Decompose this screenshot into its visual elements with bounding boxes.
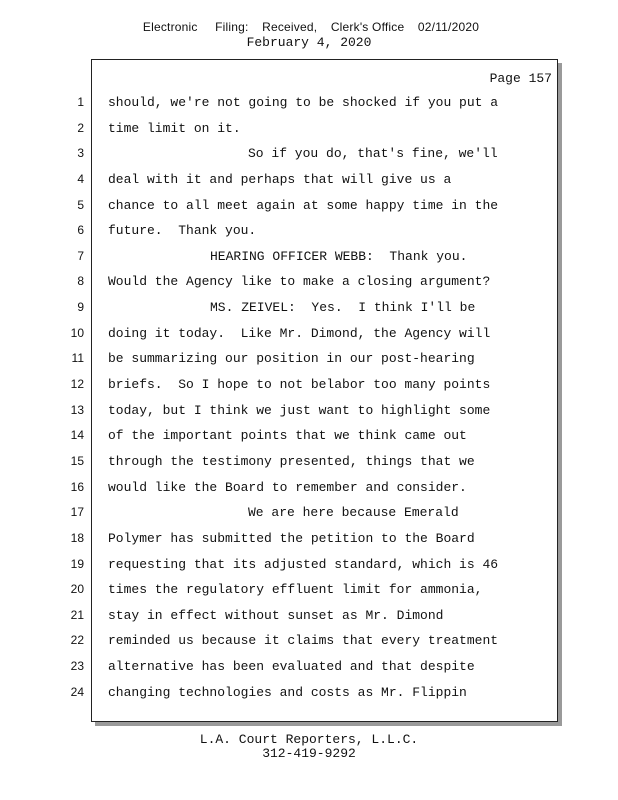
filing-stamp-date: 02/11/2020 — [417, 20, 480, 34]
line-number: 23 — [70, 659, 84, 674]
line-number: 13 — [70, 402, 84, 417]
line-text: So if you do, that's fine, we'll — [248, 146, 498, 162]
transcript-line — [0, 295, 618, 321]
transcript-line — [0, 218, 618, 244]
court-reporter-name: L.A. Court Reporters, L.L.C. — [199, 732, 419, 747]
transcript-line — [0, 193, 618, 219]
line-text: We are here because Emerald — [248, 505, 459, 521]
transcript-line — [0, 269, 618, 295]
page-footer — [0, 733, 618, 761]
line-text: briefs. So I hope to not belabor too many points — [108, 377, 491, 393]
transcript-lines — [0, 90, 618, 705]
line-number: 2 — [77, 120, 84, 135]
line-number: 18 — [70, 530, 84, 545]
line-number: 4 — [77, 171, 84, 186]
transcript-line — [0, 577, 618, 603]
line-text: Would the Agency like to make a closing argument? — [108, 274, 491, 290]
transcript-line — [0, 552, 618, 578]
line-number: 12 — [70, 377, 84, 392]
filing-stamp-system: Electronic — [142, 20, 198, 34]
line-text: reminded us because it claims that every treatment — [108, 633, 499, 649]
transcript-line — [0, 603, 618, 629]
line-number: 21 — [70, 607, 84, 622]
line-text: time limit on it. — [108, 120, 241, 136]
transcript-line — [0, 321, 618, 347]
line-text: today, but I think we just want to highlight some — [108, 402, 491, 418]
line-number: 17 — [70, 505, 84, 520]
transcript-line — [0, 372, 618, 398]
line-text: Polymer has submitted the petition to the Board — [108, 530, 475, 546]
transcript-line — [0, 654, 618, 680]
line-text: doing it today. Like Mr. Dimond, the Agency will — [108, 325, 491, 341]
filing-stamp — [0, 20, 618, 34]
line-text: MS. ZEIVEL: Yes. I think I'll be — [210, 300, 476, 316]
line-number: 24 — [70, 684, 84, 699]
line-text: through the testimony presented, things that we — [108, 453, 475, 469]
line-number: 7 — [77, 248, 84, 263]
line-text: of the important points that we think came out — [108, 428, 467, 444]
transcript-line — [0, 475, 618, 501]
line-number: 6 — [77, 223, 84, 238]
transcript-line — [0, 526, 618, 552]
transcript-line — [0, 423, 618, 449]
filing-stamp-received: Received, — [262, 20, 318, 34]
line-number: 9 — [77, 300, 84, 315]
line-number: 22 — [70, 633, 84, 648]
line-number: 14 — [70, 428, 84, 443]
transcript-line — [0, 244, 618, 270]
transcript-line — [0, 141, 618, 167]
transcript-line — [0, 346, 618, 372]
line-number: 8 — [77, 274, 84, 289]
line-number: 10 — [70, 325, 84, 340]
line-text: chance to all meet again at some happy time in the — [108, 197, 499, 213]
transcript-line — [0, 167, 618, 193]
transcript-line — [0, 116, 618, 142]
line-text: future. Thank you. — [108, 223, 257, 239]
line-number: 15 — [70, 453, 84, 468]
line-number: 20 — [70, 582, 84, 597]
transcript-line — [0, 449, 618, 475]
transcript-line — [0, 90, 618, 116]
line-number: 19 — [70, 556, 84, 571]
line-number: 1 — [77, 95, 84, 109]
transcript-line — [0, 628, 618, 654]
line-text: be summarizing our position in our post-hearing — [108, 351, 475, 367]
transcript-line — [0, 500, 618, 526]
transcript-line — [0, 398, 618, 424]
filing-stamp-office: Clerk's Office — [330, 20, 405, 34]
transcript-line — [0, 680, 618, 706]
court-reporter-phone: 312-419-9292 — [262, 746, 356, 761]
filing-stamp-filing: Filing: — [215, 20, 249, 34]
line-text: changing technologies and costs as Mr. Flippin — [108, 684, 467, 700]
line-number: 3 — [77, 146, 84, 161]
page-number: Page 157 — [489, 71, 552, 86]
line-text: alternative has been evaluated and that despite — [108, 659, 475, 675]
line-number: 11 — [71, 351, 84, 366]
hearing-date: February 4, 2020 — [246, 35, 372, 50]
line-text: deal with it and perhaps that will give us a — [108, 171, 452, 187]
line-number: 16 — [70, 479, 84, 494]
line-text: would like the Board to remember and consider. — [108, 479, 467, 495]
line-number: 5 — [77, 197, 84, 212]
line-text: requesting that its adjusted standard, which is 46 — [108, 556, 499, 572]
line-text: stay in effect without sunset as Mr. Dimond — [108, 607, 444, 623]
line-text: times the regulatory effluent limit for ammonia, — [108, 582, 483, 598]
line-text: HEARING OFFICER WEBB: Thank you. — [210, 248, 468, 264]
line-text: should, we're not going to be shocked if you put a — [108, 95, 499, 110]
